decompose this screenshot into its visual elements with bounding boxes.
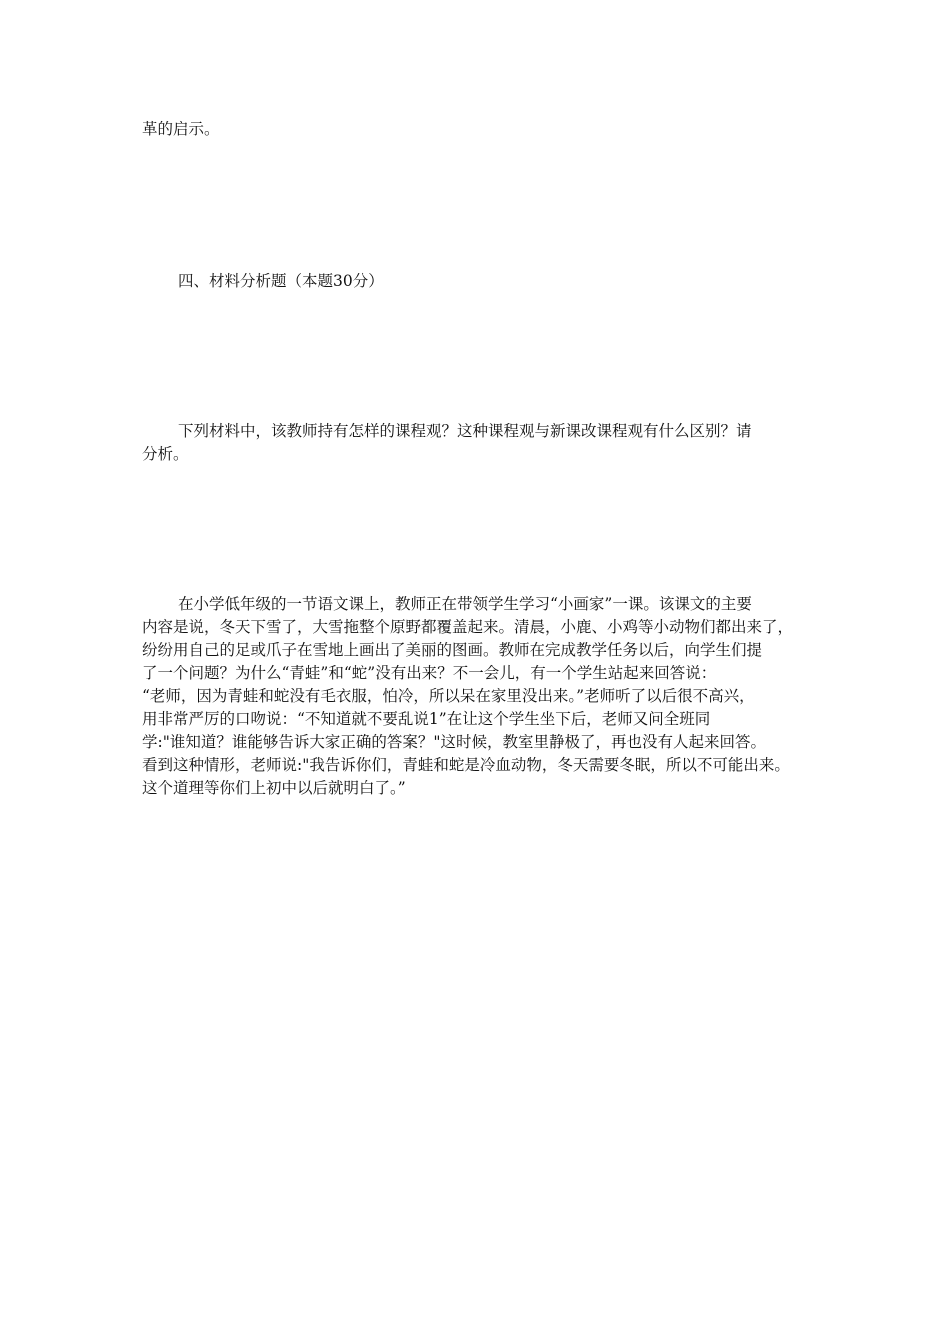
question-paragraph xyxy=(142,420,818,466)
continuation-line: 革的启示。 xyxy=(142,120,220,138)
material-line: 了一个问题？为什么“青蛙”和“蛇”没有出来？不一会儿，有一个学生站起来回答说： xyxy=(142,664,717,682)
question-line: 分析。 xyxy=(142,445,189,463)
material-line: 内容是说，冬天下雪了，大雪拖整个原野都覆盖起来。清晨，小鹿、小鸡等小动物们都出来了， xyxy=(142,618,794,636)
question-line: 下列材料中，该教师持有怎样的课程观？这种课程观与新课改课程观有什么区别？请 xyxy=(178,422,752,440)
material-line: 用非常严厉的口吻说：“不知道就不要乱说1”在让这个学生坐下后，老师又问全班同 xyxy=(142,710,711,728)
material-line: 纷纷用自己的足或爪子在雪地上画出了美丽的图画。教师在完成教学任务以后，向学生们提 xyxy=(142,641,763,659)
section-heading-text: 四、材料分析题（本题30分） xyxy=(178,272,384,290)
material-line: 学:"谁知道？谁能够告诉大家正确的答案？"这时候，教室里静极了，再也没有人起来回答。 xyxy=(142,733,766,751)
material-paragraph xyxy=(142,593,818,800)
continuation-text xyxy=(142,118,818,141)
material-line: 这个道理等你们上初中以后就明白了。” xyxy=(142,779,406,797)
material-line: 看到这种情形，老师说:"我告诉你们，青蛙和蛇是冷血动物，冬天需要冬眠，所以不可能出来。 xyxy=(142,756,790,774)
material-line: 在小学低年级的一节语文课上，教师正在带领学生学习“小画家”一课。该课文的主要 xyxy=(178,595,752,613)
material-line: “老师，因为青蛙和蛇没有毛衣服，怕冷，所以呆在家里没出来。”老师听了以后很不高兴， xyxy=(142,687,755,705)
section-heading xyxy=(142,270,818,293)
